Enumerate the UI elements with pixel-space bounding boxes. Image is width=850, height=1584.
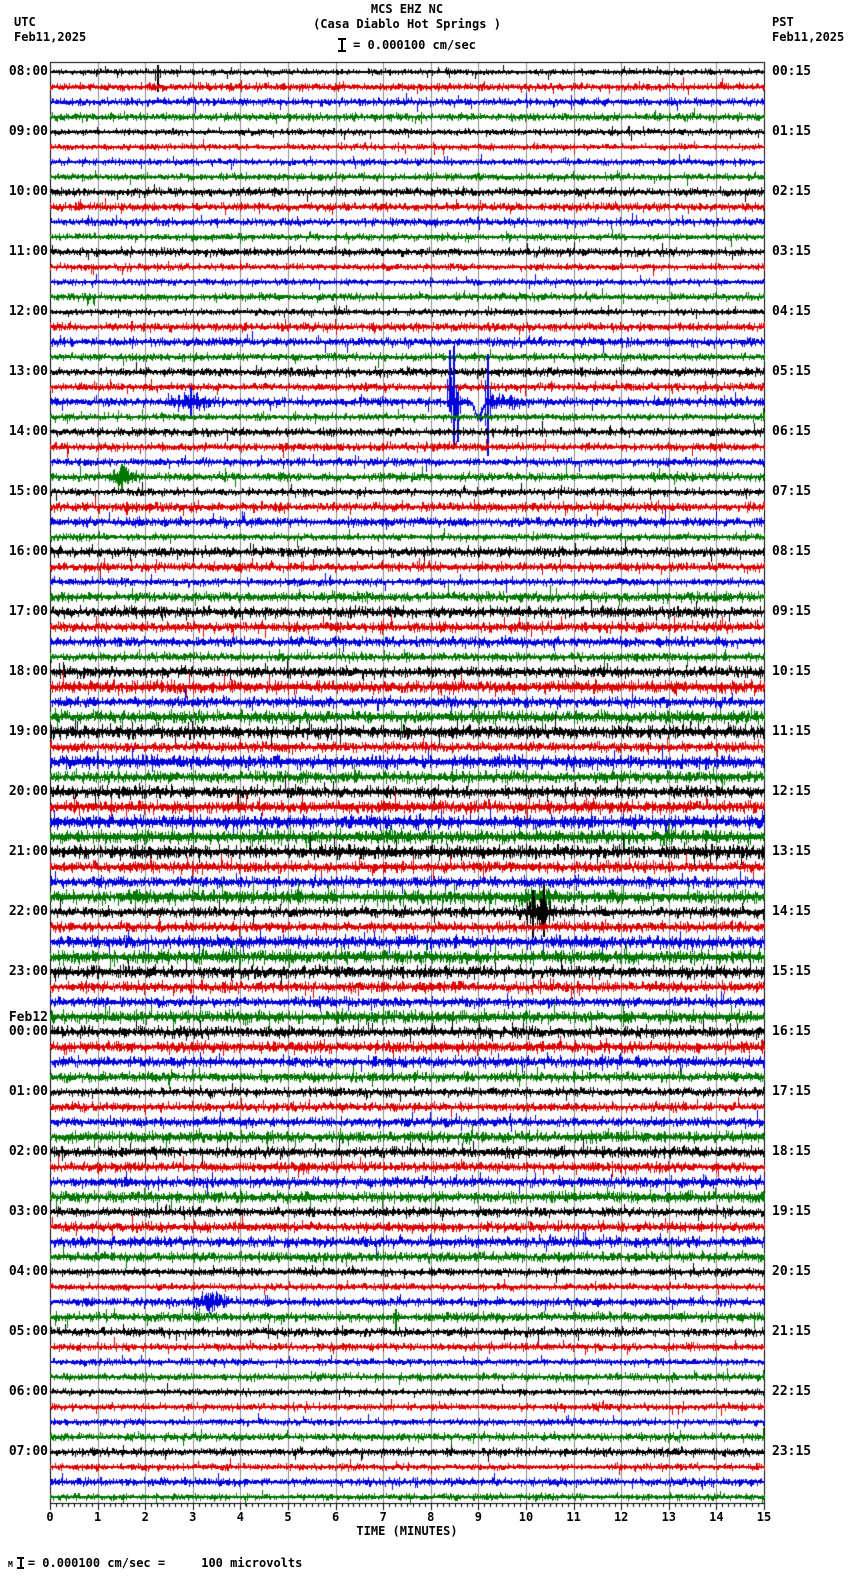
- footer-prefix: M: [8, 1560, 13, 1569]
- utc-hour-label: 12:00: [8, 304, 48, 319]
- pst-hour-label: 13:15: [772, 844, 812, 859]
- x-tick-label: 4: [236, 1510, 245, 1524]
- pst-hour-label: 03:15: [772, 244, 812, 259]
- utc-hour-label: 01:00: [8, 1084, 48, 1099]
- x-tick-label: 12: [613, 1510, 629, 1524]
- footer-scale-note: [8, 1556, 302, 1570]
- pst-hour-label: 21:15: [772, 1324, 812, 1339]
- pst-hour-label: 07:15: [772, 484, 812, 499]
- pst-hour-label: 05:15: [772, 364, 812, 379]
- pst-hour-label: 22:15: [772, 1384, 812, 1399]
- pst-hour-label: 04:15: [772, 304, 812, 319]
- x-tick-label: 5: [284, 1510, 292, 1524]
- scale-bar-icon: [338, 38, 346, 52]
- x-tick-label: 8: [427, 1510, 435, 1524]
- x-tick-label: 13: [661, 1510, 677, 1524]
- utc-hour-label: 18:00: [8, 664, 48, 679]
- pst-date-label: Feb11,2025: [772, 30, 845, 44]
- x-axis-title: TIME (MINUTES): [356, 1524, 458, 1538]
- utc-hour-label: 07:00: [8, 1444, 48, 1459]
- footer-scale-bar-icon: [17, 1557, 24, 1569]
- station-location: (Casa Diablo Hot Springs ): [313, 17, 501, 31]
- date-change-label: Feb12: [8, 1010, 48, 1025]
- utc-hour-label: 23:00: [8, 964, 48, 979]
- utc-hour-label: 15:00: [8, 484, 48, 499]
- x-tick-label: 10: [518, 1510, 534, 1524]
- pst-hour-label: 09:15: [772, 604, 812, 619]
- x-tick-label: 11: [566, 1510, 581, 1524]
- utc-hour-label: 20:00: [8, 784, 48, 799]
- utc-hour-label: 19:00: [8, 724, 48, 739]
- x-tick-label: 6: [331, 1510, 340, 1524]
- pst-hour-label: 01:15: [772, 124, 812, 139]
- pst-hour-label: 23:15: [772, 1444, 812, 1459]
- pst-hour-label: 20:15: [772, 1264, 812, 1279]
- utc-hour-label: 03:00: [8, 1204, 48, 1219]
- utc-hour-label: 21:00: [8, 844, 48, 859]
- pst-hour-label: 16:15: [772, 1024, 812, 1039]
- x-tick-label: 15: [756, 1510, 772, 1524]
- pst-timezone-label: PST: [772, 15, 794, 29]
- pst-hour-label: 17:15: [772, 1084, 812, 1099]
- utc-hour-label: 17:00: [8, 604, 48, 619]
- x-tick-label: 3: [189, 1510, 197, 1524]
- pst-hour-label: 06:15: [772, 424, 812, 439]
- utc-hour-label: 02:00: [8, 1144, 48, 1159]
- utc-hour-label: 04:00: [8, 1264, 48, 1279]
- x-tick-label: 1: [93, 1510, 102, 1524]
- x-tick-label: 14: [709, 1510, 724, 1524]
- x-tick-label: 9: [474, 1510, 483, 1524]
- pst-hour-label: 11:15: [772, 724, 812, 739]
- pst-hour-label: 18:15: [772, 1144, 812, 1159]
- pst-hour-label: 15:15: [772, 964, 812, 979]
- scale-text: = 0.000100 cm/sec: [353, 38, 476, 52]
- utc-hour-label: 13:00: [8, 364, 48, 379]
- pst-hour-label: 00:15: [772, 64, 812, 79]
- footer-text: = 0.000100 cm/sec = 100 microvolts: [27, 1556, 303, 1570]
- pst-hour-label: 08:15: [772, 544, 812, 559]
- utc-hour-label: 10:00: [8, 184, 48, 199]
- pst-hour-label: 10:15: [772, 664, 812, 679]
- utc-hour-label: 09:00: [8, 124, 48, 139]
- x-tick-label: 0: [46, 1510, 54, 1524]
- utc-hour-label: 14:00: [8, 424, 48, 439]
- x-tick-label: 7: [379, 1510, 387, 1524]
- scale-line: [50, 38, 764, 52]
- utc-timezone-label: UTC: [14, 15, 36, 29]
- pst-hour-label: 12:15: [772, 784, 812, 799]
- station-title: MCS EHZ NC: [370, 2, 444, 16]
- pst-hour-label: 19:15: [772, 1204, 812, 1219]
- x-tick-label: 2: [141, 1510, 149, 1524]
- utc-date-label: Feb11,2025: [14, 30, 87, 44]
- utc-hour-label: 16:00: [8, 544, 48, 559]
- utc-hour-label: 00:00: [8, 1024, 48, 1039]
- utc-hour-label: 06:00: [8, 1384, 48, 1399]
- utc-hour-label: 05:00: [8, 1324, 48, 1339]
- pst-hour-label: 14:15: [772, 904, 812, 919]
- pst-hour-label: 02:15: [772, 184, 812, 199]
- utc-hour-label: 08:00: [8, 64, 48, 79]
- utc-hour-label: 11:00: [8, 244, 48, 259]
- utc-hour-label: 22:00: [8, 904, 48, 919]
